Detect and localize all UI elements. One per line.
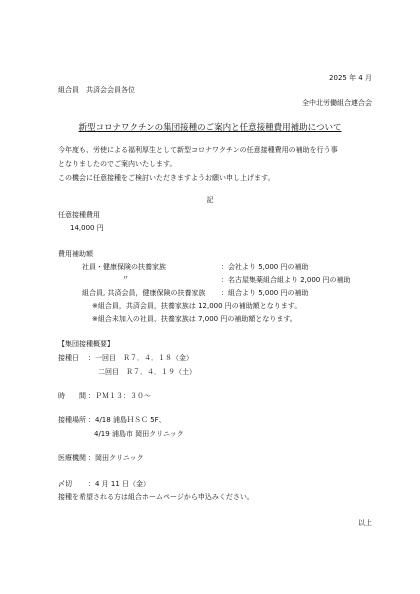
- dates-label: 接種日: [58, 354, 79, 362]
- document-title: 新型コロナワクチンの集団接種のご案内と任意接種費用補助について: [78, 123, 342, 133]
- date-first: ：一回目 Ｒ７．４．１８（金）: [88, 354, 193, 362]
- time-value: ：ＰＭ１３：３０～: [88, 392, 151, 400]
- subsidy-row-2-who: 〃: [122, 274, 129, 282]
- recipients-line: 組合員 共済会会員各位: [58, 86, 135, 94]
- subsidy-note-2: ※組合未加入の社員、扶養家族は 7,000 円の補助額となります。: [92, 315, 297, 323]
- clinic-value: ：岡田クリニック: [88, 454, 144, 462]
- clinic-label: 医療機関: [58, 454, 86, 462]
- subsidy-row-3-who: 組合員, 共済会員，健康保険の扶養家族: [82, 289, 206, 297]
- deadline-label: 〆切: [58, 480, 72, 488]
- cost-label: 任意接種費用: [58, 211, 100, 219]
- place-line-1: ：4/18 浦島ＨＳＣ 5F、: [88, 416, 166, 424]
- apply-instruction: 接種を希望される方は組合ホームページから申込みください。: [58, 493, 254, 501]
- date-second: 二回目 Ｒ７．４．１９（土）: [98, 368, 196, 376]
- group-heading: 【集団接種概要】: [58, 340, 114, 348]
- subsidy-label: 費用補助額: [58, 250, 93, 258]
- time-label: 時 間: [58, 392, 86, 400]
- subsidy-row-2-amount: ：名古屋集薬組合組より 2,000 円の補助: [221, 276, 351, 284]
- ki-heading: 記: [206, 196, 214, 204]
- closing-mark: 以上: [358, 519, 372, 527]
- document-date: 2025 年 4 月: [329, 74, 372, 82]
- sender-organization: 全中北労働組合連合会: [302, 99, 372, 107]
- cost-value: 14,000 円: [70, 224, 104, 232]
- intro-line-2: となりましたのでご案内いたします。: [58, 160, 177, 168]
- intro-line-3: この機会に任意接種をご検討いただきますようお願い申し上げます。: [58, 174, 275, 182]
- place-line-2: 4/19 浦島市 岡田クリニック: [94, 430, 184, 438]
- subsidy-note-1: ※組合員，共済会員，扶養家族は 12,000 円の補助額となります。: [92, 302, 302, 310]
- subsidy-row-3-amount: ：組合より 5,000 円の補助: [221, 289, 309, 297]
- deadline-value: ：4 月 11 日（金）: [88, 480, 151, 488]
- subsidy-row-1-who: 社員・健康保険の扶養家族: [82, 263, 166, 271]
- subsidy-row-1-amount: ：会社より 5,000 円の補助: [221, 263, 309, 271]
- intro-line-1: 今年度も、労使による福利厚生として新型コロナワクチンの任意接種費用の補助を行う事: [58, 146, 338, 154]
- place-label: 接種場所: [58, 416, 86, 424]
